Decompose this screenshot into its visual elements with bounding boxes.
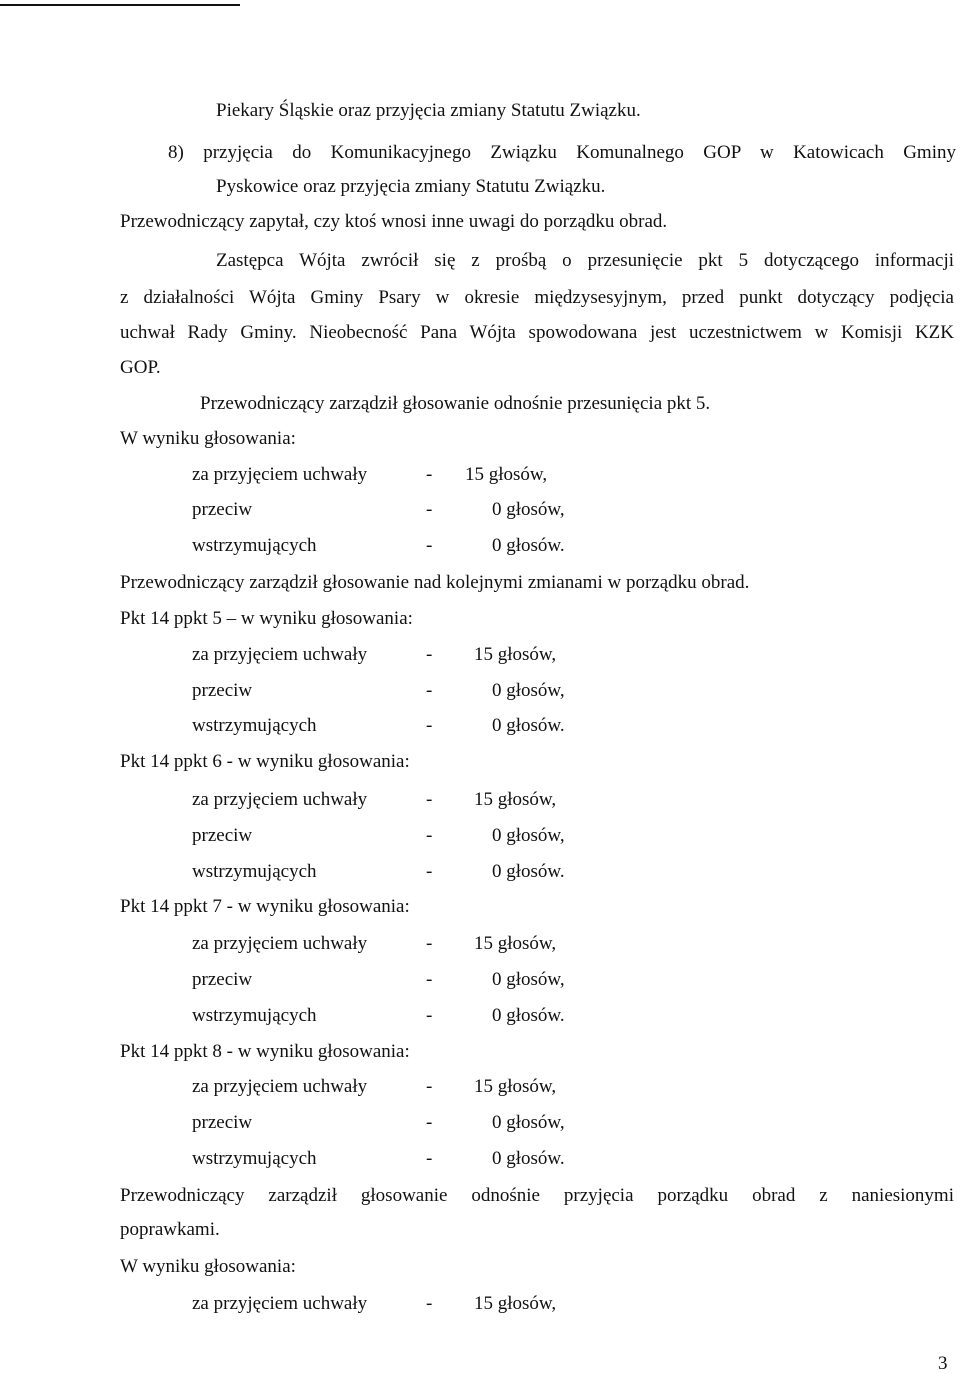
vote-for-label: za przyjęciem uchwały [192, 933, 368, 954]
text-line: Pkt 14 ppkt 6 - w wyniku głosowania: [120, 751, 410, 772]
vote-abstain-count: 0 głosów. [492, 715, 565, 736]
vote-abstain-label: wstrzymujących [192, 1005, 317, 1026]
vote-against-label: przeciw [192, 825, 253, 846]
vote-against-label: przeciw [192, 1112, 253, 1133]
vote-for-label: za przyjęciem uchwały [192, 1076, 368, 1097]
text-line: Pyskowice oraz przyjęcia zmiany Statutu Związku. [216, 176, 606, 197]
vote-dash: - [426, 1293, 433, 1314]
vote-for-label: za przyjęciem uchwały [192, 1293, 368, 1314]
vote-against-label: przeciw [192, 499, 253, 520]
text-line: W wyniku głosowania: [120, 1256, 296, 1277]
vote-against-count: 0 głosów, [492, 969, 565, 990]
text-line: W wyniku głosowania: [120, 428, 296, 449]
vote-dash: - [426, 861, 433, 882]
paragraph-line: z działalności Wójta Gminy Psary w okresie międzysesyjnym, przed punkt dotyczący podjęcia [120, 287, 954, 308]
page-number: 3 [938, 1353, 948, 1374]
paragraph-line: uchwał Rady Gminy. Nieobecność Pana Wójta spowodowana jest uczestnictwem w Komisji KZK [120, 322, 954, 343]
vote-for-count: 15 głosów, [474, 789, 557, 810]
vote-abstain-count: 0 głosów. [492, 861, 565, 882]
header-rule [0, 4, 240, 6]
vote-dash: - [426, 789, 433, 810]
vote-for-label: za przyjęciem uchwały [192, 464, 368, 485]
vote-dash: - [426, 644, 433, 665]
paragraph-line: Przewodniczący zarządził głosowanie odnośnie przyjęcia porządku obrad z naniesionymi [120, 1185, 954, 1206]
text-line: Pkt 14 ppkt 8 - w wyniku głosowania: [120, 1041, 410, 1062]
vote-against-label: przeciw [192, 969, 253, 990]
vote-against-label: przeciw [192, 680, 253, 701]
vote-for-count: 15 głosów, [474, 1076, 557, 1097]
vote-dash: - [426, 1148, 433, 1169]
vote-abstain-count: 0 głosów. [492, 1005, 565, 1026]
text-line: Pkt 14 ppkt 5 – w wyniku głosowania: [120, 608, 413, 629]
vote-abstain-label: wstrzymujących [192, 1148, 317, 1169]
vote-abstain-label: wstrzymujących [192, 715, 317, 736]
vote-for-count: 15 głosów, [474, 933, 557, 954]
list-item-8: 8) przyjęcia do Komunikacyjnego Związku Komunalnego GOP w Katowicach Gminy [168, 142, 956, 163]
vote-dash: - [426, 933, 433, 954]
vote-dash: - [426, 535, 433, 556]
text-line: Przewodniczący zarządził głosowanie nad kolejnymi zmianami w porządku obrad. [120, 572, 750, 593]
vote-dash: - [426, 1005, 433, 1026]
vote-abstain-label: wstrzymujących [192, 535, 317, 556]
vote-dash: - [426, 825, 433, 846]
vote-against-count: 0 głosów, [492, 499, 565, 520]
vote-abstain-count: 0 głosów. [492, 1148, 565, 1169]
vote-dash: - [426, 499, 433, 520]
vote-dash: - [426, 464, 433, 485]
vote-for-count: 15 głosów, [465, 464, 548, 485]
vote-against-count: 0 głosów, [492, 680, 565, 701]
vote-abstain-count: 0 głosów. [492, 535, 565, 556]
vote-dash: - [426, 715, 433, 736]
text-line: Pkt 14 ppkt 7 - w wyniku głosowania: [120, 896, 410, 917]
paragraph-line: poprawkami. [120, 1219, 220, 1240]
vote-dash: - [426, 1112, 433, 1133]
vote-for-count: 15 głosów, [474, 644, 557, 665]
text-line: Przewodniczący zarządził głosowanie odnośnie przesunięcia pkt 5. [200, 393, 711, 414]
vote-against-count: 0 głosów, [492, 1112, 565, 1133]
vote-dash: - [426, 680, 433, 701]
vote-for-label: za przyjęciem uchwały [192, 789, 368, 810]
text-line: Piekary Śląskie oraz przyjęcia zmiany Statutu Związku. [216, 100, 641, 121]
vote-for-count: 15 głosów, [474, 1293, 557, 1314]
vote-abstain-label: wstrzymujących [192, 861, 317, 882]
vote-dash: - [426, 1076, 433, 1097]
vote-dash: - [426, 969, 433, 990]
text-line: Przewodniczący zapytał, czy ktoś wnosi inne uwagi do porządku obrad. [120, 211, 668, 232]
paragraph-line: GOP. [120, 357, 161, 378]
paragraph-line: Zastępca Wójta zwrócił się z prośbą o przesunięcie pkt 5 dotyczącego informacji [216, 250, 954, 271]
vote-for-label: za przyjęciem uchwały [192, 644, 368, 665]
vote-against-count: 0 głosów, [492, 825, 565, 846]
